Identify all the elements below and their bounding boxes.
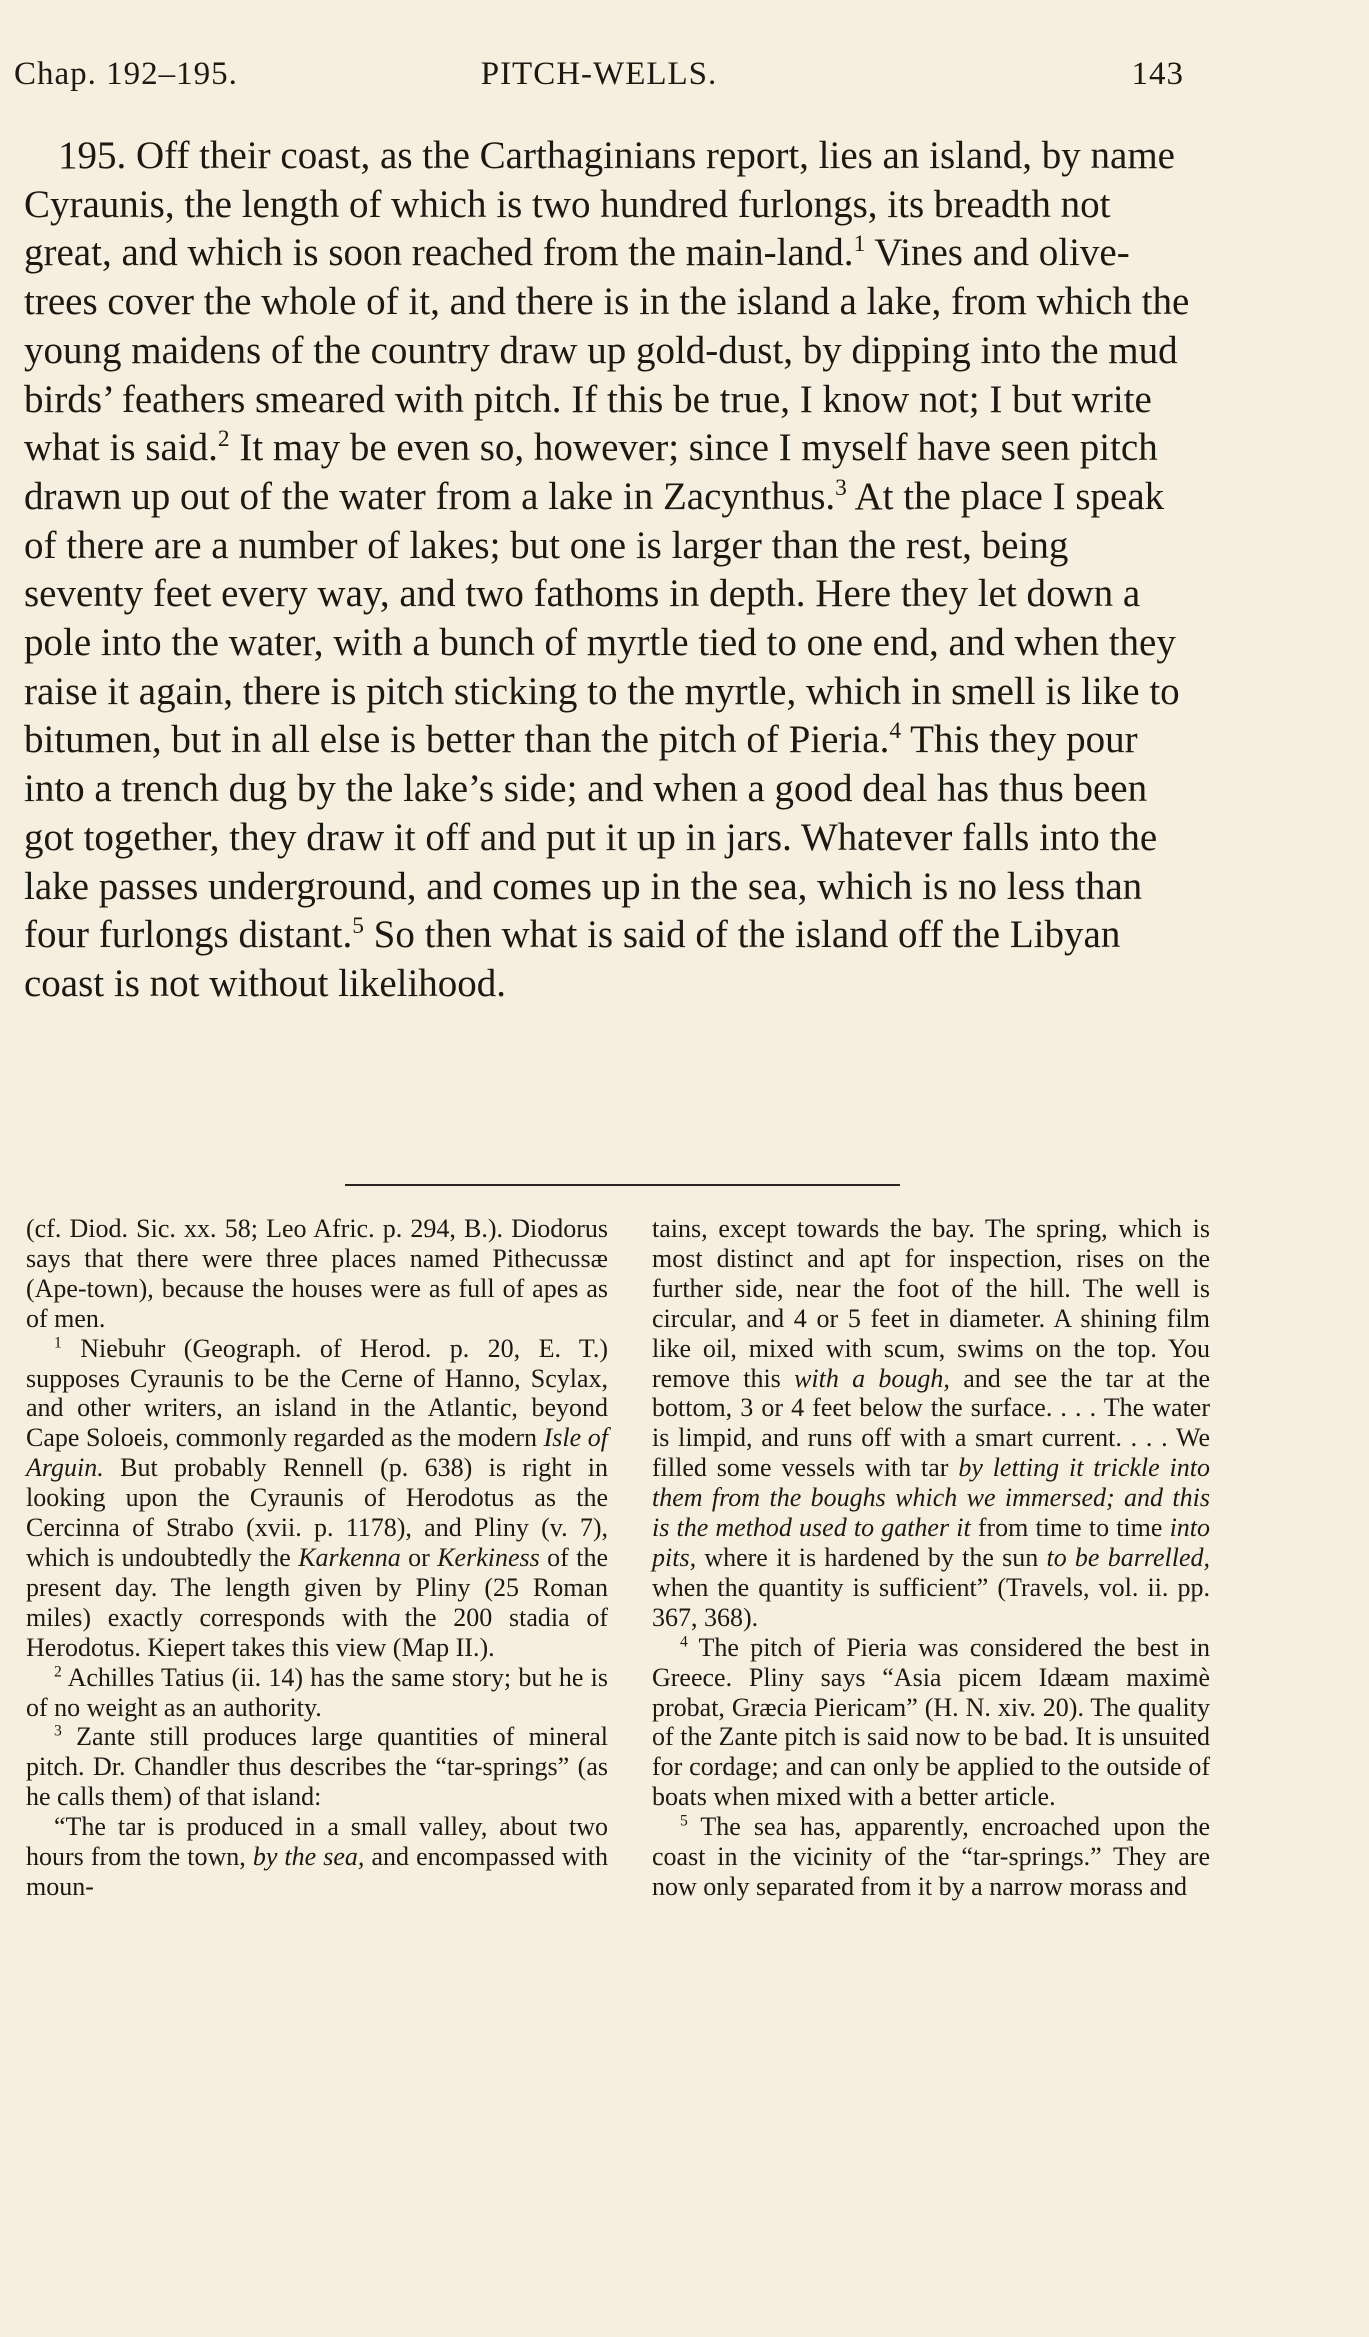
footnotes-left-column bbox=[26, 1214, 608, 1902]
quote-text: from time to time bbox=[970, 1513, 1170, 1543]
sentence: So then what is said of the island off the Libyan coast is not without likelihood. bbox=[24, 913, 1121, 1005]
footnote-text: or bbox=[400, 1542, 438, 1572]
quote-text: where it is hardened by the sun bbox=[696, 1542, 1047, 1572]
footnote-text: Achilles Tatius (ii. 14) has the same story; but he is of no weight as an authority. bbox=[26, 1662, 608, 1722]
quote-text: and see the tar at the bottom, 3 or 4 feet below the surface. . . . The water is limpid, and runs off with a smart current. . . . We filled some vessels with tar bbox=[652, 1363, 1211, 1483]
quote-text: when the quantity is sufficient” (Travels, vol. ii. pp. 367, 368). bbox=[652, 1572, 1210, 1632]
footnote-2 bbox=[26, 1663, 608, 1723]
footnote-5 bbox=[652, 1812, 1210, 1902]
footnote-text: The sea has, apparently, encroached upon the coast in the vicinity of the “tar-springs.” They are now only separated from it by a narrow morass and bbox=[652, 1812, 1210, 1901]
section-number: 195. bbox=[58, 134, 127, 177]
sentence: Off their coast, as the Carthaginians report, lies an island, by name Cyraunis, the length of which is two hundred furlongs, its breadth not great, and which is soon reached from the main-land. bbox=[24, 134, 1175, 275]
footnote-ref-5[interactable]: 5 bbox=[352, 913, 364, 940]
main-text bbox=[24, 132, 1194, 1009]
footnote-ref-2[interactable]: 2 bbox=[217, 426, 230, 453]
footnote-mark: 2 bbox=[54, 1662, 62, 1680]
footnote-italic: Kerkiness bbox=[437, 1542, 540, 1572]
quote-italic: by letting it trickle into them from the boughs which we immersed; and this is the method used to gather it bbox=[652, 1453, 1210, 1543]
footnote-ref-3[interactable]: 3 bbox=[835, 474, 847, 501]
footnote-mark: 1 bbox=[54, 1333, 62, 1351]
quote-italic: with a bough, bbox=[794, 1363, 950, 1393]
quote-text: and encompassed with moun- bbox=[26, 1842, 608, 1901]
quote-italic: by the sea, bbox=[252, 1842, 365, 1872]
footnote-italic: Isle of Arguin. bbox=[26, 1423, 608, 1483]
footnote-italic: Karkenna bbox=[298, 1542, 401, 1572]
footnote-ref-4[interactable]: 4 bbox=[889, 718, 902, 745]
quote-text: “The tar is produced in a small valley, about two hours from the town, bbox=[26, 1812, 608, 1872]
chapter-range: Chap. 192–195. bbox=[14, 56, 238, 92]
quote-text: tains, except towards the bay. The spring, which is most distinct and apt for inspection, rises on the further side, near the foot of the hill. The well is circular, and 4 or 5 feet in diameter. A shining film like oil, mixed with scum, swims on the top. You remove this bbox=[652, 1214, 1210, 1393]
sentence: This they pour into a trench dug by the lake’s side; and when a good deal has thus been got together, they draw it off and put it up in jars. Whatever falls into the lake passes underground, and comes up in the sea, which is no less than four furlongs distant. bbox=[24, 718, 1158, 957]
footnote-mark: 5 bbox=[680, 1812, 688, 1830]
footnote-4 bbox=[652, 1633, 1210, 1812]
footnote-continuation: (cf. Diod. Sic. xx. 58; Leo Afric. p. 294, B.). Diodorus says that there were three places named Pithecussæ (Ape-town), because the houses were as full of apes as of men. bbox=[26, 1214, 608, 1333]
footnote-mark: 4 bbox=[680, 1633, 688, 1651]
page-number: 143 bbox=[1131, 56, 1184, 92]
footnote-text: Niebuhr (Geograph. of Herod. p. 20, E. T.) supposes Cyraunis to be the Cerne of Hanno, Scylax, and other writers, an island in the Atlantic, beyond Cape Soloeis, commonly regarded as the modern bbox=[26, 1333, 608, 1453]
footnote-1 bbox=[26, 1334, 608, 1663]
footnote-text: The pitch of Pieria was considered the best in Greece. Pliny says “Asia picem Idæam maximè probat, Græcia Piericam” (H. N. xiv. 20). The quality of the Zante pitch is said now to be bad. It is unsuited for cordage; and can only be applied to the outside of boats when mixed with a better article. bbox=[652, 1632, 1210, 1812]
sentence: Vines and olive-trees cover the whole of it, and there is in the island a lake, from which the young maidens of the country draw up gold-dust, by dipping into the mud birds’ feathers smeared with pitch. If this be true, I know not; I but write what is said. bbox=[24, 231, 1190, 470]
footnote-text: But probably Rennell (p. 638) is right in looking upon the Cyraunis of Herodotus as the Cercinna of Strabo (xvii. p. 1178), and Pliny (v. 7), which is undoubtedly the bbox=[26, 1453, 608, 1572]
footnote-mark: 3 bbox=[54, 1722, 62, 1740]
section-195 bbox=[24, 132, 1194, 1009]
sentence: At the place I speak of there are a number of lakes; but one is larger than the rest, being seventy feet every way, and two fathoms in depth. Here they let down a pole into the water, with a bunch of myrtle tied to one end, and when they raise it again, there is pitch sticking to the myrtle, which in smell is like to bitumen, but in all else is better than the pitch of Pieria. bbox=[24, 474, 1180, 762]
running-title: PITCH-WELLS. bbox=[480, 56, 718, 92]
chandler-quote-start bbox=[26, 1812, 608, 1902]
running-head bbox=[14, 56, 1184, 106]
footnote-text: of the present day. The length given by Pliny (25 Roman miles) exactly corresponds with the 200 stadia of Herodotus. Kiepert takes this view (Map II.). bbox=[26, 1542, 608, 1662]
footnote-text: Zante still produces large quantities of mineral pitch. Dr. Chandler thus describes the “tar-springs” (as he calls them) of that island: bbox=[26, 1722, 608, 1812]
footnotes-right-column bbox=[652, 1214, 1210, 1902]
footnote-divider bbox=[345, 1184, 900, 1186]
quote-italic: to be barrelled, bbox=[1046, 1542, 1211, 1572]
footnote-3 bbox=[26, 1722, 608, 1812]
chandler-quote-continuation bbox=[652, 1214, 1210, 1633]
quote-italic: into pits, bbox=[652, 1513, 1211, 1572]
sentence: It may be even so, however; since I myself have seen pitch drawn up out of the water from a lake in Zacynthus. bbox=[24, 426, 1158, 518]
footnote-ref-1[interactable]: 1 bbox=[853, 231, 866, 258]
